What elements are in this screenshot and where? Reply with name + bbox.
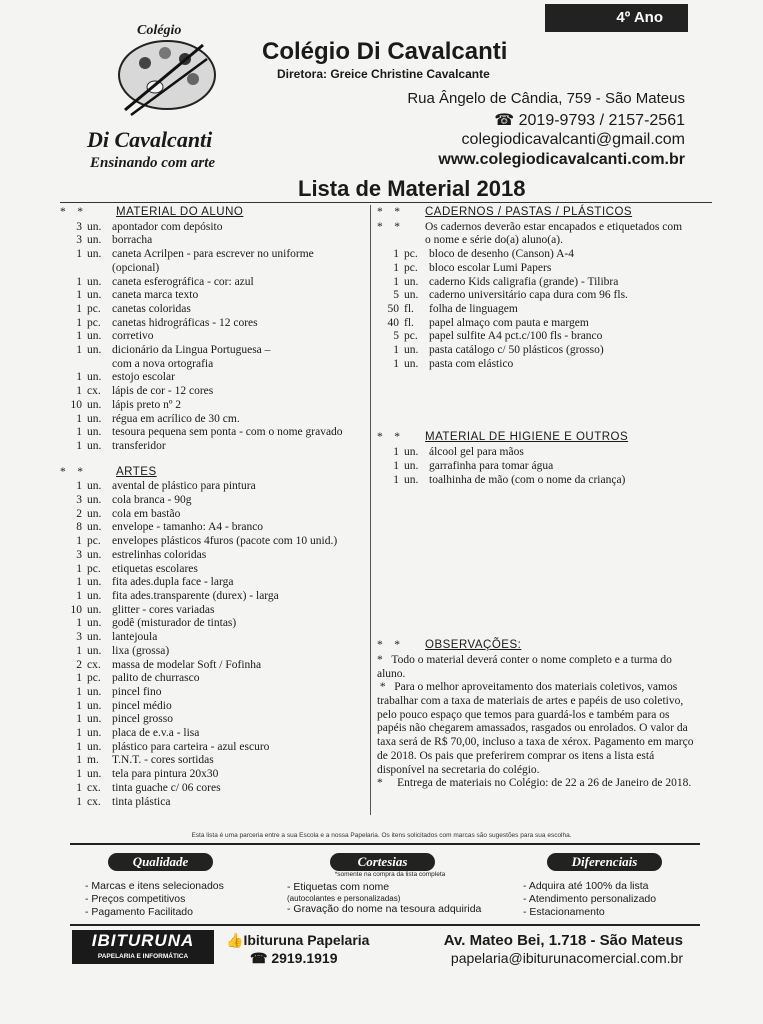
item-unit: un. (87, 603, 102, 616)
section-observacoes (377, 639, 695, 653)
item-desc: toalhinha de mão (com o nome da criança) (429, 473, 626, 486)
star-marker: * * (60, 465, 83, 478)
item-qty: 1 (76, 768, 82, 781)
item-qty: 1 (393, 261, 399, 274)
star-marker: * * (377, 206, 400, 218)
diferenciais-list (523, 880, 656, 919)
item-qty: 3 (76, 220, 82, 233)
store-email[interactable]: papelaria@ibiturunacomercial.com.br (450, 950, 683, 966)
item-desc: caneta Acrilpen - para escrever no uniforme (112, 248, 314, 261)
item-desc: canetas hidrográficas - 12 cores (112, 316, 258, 329)
list-item (60, 426, 365, 440)
item-unit: un. (87, 398, 102, 411)
item-qty: 10 (70, 398, 82, 411)
phone-icon: ☎ (494, 112, 519, 129)
list-item (60, 576, 365, 590)
grade-badge: 4º Ano (545, 4, 688, 32)
partner-note: Esta lista é uma parceria entre a sua Escola e a nossa Papelaria. Os itens solicitados com marcas são sugestões para sua escolha. (191, 832, 572, 839)
list-item (60, 317, 365, 331)
item-unit: un. (87, 644, 102, 657)
item-unit: un. (87, 576, 102, 589)
cadernos-list (377, 248, 695, 371)
item-unit: un. (87, 289, 102, 302)
store-phone-text: 2919.1919 (271, 950, 338, 966)
item-unit: un. (87, 727, 102, 740)
item-unit: fl. (404, 316, 414, 329)
item-desc: lixa (grossa) (112, 644, 170, 657)
list-item (60, 480, 365, 494)
item-desc: fita ades.dupla face - larga (112, 576, 234, 589)
higiene-list (377, 446, 695, 487)
list-item (60, 645, 365, 659)
item-unit: un. (87, 507, 102, 520)
star-marker: * * (377, 639, 400, 652)
logo-name: Di Cavalcanti (87, 127, 213, 152)
cortesias-sub: *somente na compra da lista completa (334, 871, 446, 878)
item-desc: transferidor (112, 439, 166, 452)
item-desc: cola em bastão (112, 507, 181, 520)
item-desc: lantejoula (112, 631, 158, 644)
item-unit: un. (404, 459, 419, 472)
list-item (60, 796, 365, 810)
item-qty: 1 (393, 248, 399, 261)
star-marker: * * (377, 220, 400, 233)
list-item (60, 371, 365, 385)
item-desc: avental de plástico para pintura (112, 480, 256, 493)
item-desc: pasta com elástico (429, 357, 514, 370)
item-unit: pc. (404, 261, 418, 274)
list-item (60, 617, 365, 631)
right-column (377, 206, 695, 791)
item-qty: 3 (76, 631, 82, 644)
item-qty: 40 (387, 316, 399, 329)
list-item (377, 330, 695, 344)
item-qty: 1 (76, 289, 82, 302)
logo-slogan: Ensinando com arte (90, 155, 216, 171)
item-desc: etiquetas escolares (112, 562, 198, 575)
item-desc: tela para pintura 20x30 (112, 768, 219, 781)
list-item (377, 358, 695, 372)
list-item (60, 563, 365, 577)
list-item (377, 317, 695, 331)
store-phone (250, 950, 338, 967)
list-item (377, 262, 695, 276)
list-item (60, 659, 365, 673)
item-qty: 3 (76, 494, 82, 507)
list-item: (autocolantes e personalizadas) (287, 894, 401, 903)
item-desc: tinta plástica (112, 795, 171, 808)
item-unit: un. (404, 473, 419, 486)
item-unit: un. (87, 548, 102, 561)
section-title: CADERNOS / PASTAS / PLÁSTICOS (425, 206, 633, 218)
list-item: - Adquira até 100% da lista (523, 880, 649, 892)
item-qty: 1 (76, 685, 82, 698)
item-qty: 1 (76, 781, 82, 794)
cortesias-list (287, 881, 481, 916)
item-qty: 1 (76, 371, 82, 384)
item-desc: papel sulfite A4 pct.c/100 fls - branco (429, 330, 603, 343)
item-unit (82, 262, 112, 276)
list-item: - Gravação do nome na tesoura adquirida (287, 903, 482, 915)
list-item: - Pagamento Facilitado (85, 906, 193, 918)
list-item (60, 700, 365, 714)
item-desc: dicionário da Lingua Portuguesa – (112, 344, 271, 357)
cortesias-title: Cortesias (330, 853, 435, 871)
item-qty: 50 (387, 302, 399, 315)
qualidade-list (85, 880, 224, 919)
facebook-text: Ibituruna Papelaria (243, 932, 370, 948)
item-unit: un. (87, 248, 102, 261)
item-unit: un. (87, 426, 102, 439)
item-unit: un. (87, 521, 102, 534)
facebook[interactable] (226, 932, 369, 949)
item-unit: un. (87, 494, 102, 507)
item-desc: envelopes plásticos 4furos (pacote com 10 unid.) (112, 535, 338, 548)
item-desc: corretivo (112, 330, 154, 343)
item-unit: un. (404, 275, 419, 288)
item-unit: pc. (87, 302, 101, 315)
item-unit: un. (87, 589, 102, 602)
list-item: - Etiquetas com nome (287, 881, 390, 893)
section-title: OBSERVAÇÕES: (425, 639, 522, 652)
item-unit: un. (404, 344, 419, 357)
item-desc: tesoura pequena sem ponta - com o nome gravado (112, 426, 343, 439)
item-qty: 1 (393, 446, 399, 459)
obs-1: * Todo o material deverá conter o nome completo e a turma do aluno. (377, 653, 672, 680)
list-item (60, 234, 365, 248)
item-unit: un. (87, 617, 102, 630)
phone (494, 110, 685, 130)
item-unit: un. (87, 344, 102, 357)
item-qty: 1 (76, 535, 82, 548)
star-marker: * * (377, 431, 400, 444)
item-desc: caderno universitário capa dura com 96 fls. (429, 289, 628, 302)
item-qty: 1 (76, 740, 82, 753)
item-desc: pincel grosso (112, 713, 174, 726)
item-qty: 3 (76, 234, 82, 247)
item-qty: 1 (76, 275, 82, 288)
item-unit: un. (87, 699, 102, 712)
phone-text: 2019-9793 / 2157-2561 (518, 112, 685, 129)
item-qty: 1 (76, 562, 82, 575)
item-qty: 1 (76, 302, 82, 315)
list-item (60, 289, 365, 303)
item-desc: garrafinha para tomar água (429, 459, 554, 472)
item-desc: lápis de cor - 12 cores (112, 385, 214, 398)
item-qty: 1 (76, 576, 82, 589)
section-material-aluno (60, 206, 365, 220)
obs-2: * Para o melhor aproveitamento dos materiais coletivos, vamos trabalhar com a taxa de materiais de artes e papéis de uso coletivo, pelo pouco espaço que temos para guardá-los e também para os papéis não chegarem amassados, rasgados ou enrolados. O valor da taxa será de R$ 70,00, incluso a taxa de xérox. Pagamento em março de 2018. Os pais que preferirem comprar os itens a lista está disponível na secretaria do colégio. (377, 681, 694, 776)
list-item: - Estacionamento (523, 906, 605, 918)
list-item (60, 549, 365, 563)
item-unit: pc. (87, 316, 101, 329)
item-desc: pincel médio (112, 699, 172, 712)
list-item (377, 289, 695, 303)
item-unit: un. (404, 289, 419, 302)
item-unit: pc. (87, 672, 101, 685)
item-desc: pincel fino (112, 685, 162, 698)
item-unit: cx. (87, 795, 101, 808)
item-unit: pc. (404, 330, 418, 343)
item-unit: un. (87, 275, 102, 288)
website[interactable]: www.colegiodicavalcanti.com.br (438, 151, 685, 168)
section-title: MATERIAL DO ALUNO (116, 206, 244, 218)
item-qty: 1 (76, 589, 82, 602)
item-desc: envelope - tamanho: A4 - branco (112, 521, 264, 534)
item-unit: un. (87, 330, 102, 343)
item-unit: cx. (87, 781, 101, 794)
item-desc: folha de linguagem (429, 302, 518, 315)
ibituruna-logo (72, 930, 214, 964)
header-divider (60, 202, 712, 203)
item-unit: un. (87, 740, 102, 753)
list-item (377, 460, 695, 474)
item-unit: un. (87, 412, 102, 425)
list-item: - Atendimento personalizado (523, 893, 657, 905)
list-item (60, 494, 365, 508)
list-item (377, 446, 695, 460)
section-title: ARTES (116, 465, 157, 478)
item-desc: tinta guache c/ 06 cores (112, 781, 221, 794)
item-qty: 1 (76, 344, 82, 357)
item-desc: (opcional) (112, 261, 160, 274)
item-desc: godê (misturador de tintas) (112, 617, 237, 630)
page-title: Lista de Material 2018 (298, 176, 526, 201)
thumbs-up-icon: 👍 (226, 932, 244, 948)
qualidade-title: Qualidade (108, 853, 213, 871)
item-desc: palito de churrasco (112, 672, 200, 685)
item-unit: un. (404, 357, 419, 370)
item-qty: 1 (76, 412, 82, 425)
item-unit: un. (87, 768, 102, 781)
brand-name: IBITURUNA (91, 931, 195, 950)
section-title: MATERIAL DE HIGIENE E OUTROS (425, 431, 629, 444)
item-qty: 1 (76, 754, 82, 767)
item-unit: pc. (404, 248, 418, 261)
item-desc: estojo escolar (112, 371, 175, 384)
column-divider (370, 205, 371, 815)
list-item (60, 741, 365, 755)
item-unit: fl. (404, 302, 414, 315)
address: Rua Ângelo de Cândia, 759 - São Mateus (407, 90, 685, 107)
item-desc: álcool gel para mãos (429, 446, 524, 459)
item-desc: pasta catálogo c/ 50 plásticos (grosso) (429, 344, 604, 357)
list-item (60, 631, 365, 645)
item-qty: 5 (393, 330, 399, 343)
item-desc: caneta marca texto (112, 289, 199, 302)
item-unit: cx. (87, 658, 101, 671)
list-item (60, 754, 365, 768)
item-qty: 2 (76, 507, 82, 520)
item-qty: 1 (76, 426, 82, 439)
item-desc: canetas coloridas (112, 302, 191, 315)
item-unit: m. (87, 754, 99, 767)
list-item (60, 686, 365, 700)
section-higiene (377, 431, 695, 445)
item-qty: 3 (76, 548, 82, 561)
item-desc: fita ades.transparente (durex) - larga (112, 589, 279, 602)
item-desc: bloco escolar Lumi Papers (429, 261, 552, 274)
obs-3: * Entrega de materiais no Colégio: de 22 a 26 de Janeiro de 2018. (377, 777, 692, 790)
list-item (60, 303, 365, 317)
left-column (60, 206, 365, 809)
star-marker: * * (60, 206, 83, 218)
phone-icon: ☎ (250, 950, 272, 966)
list-item (377, 474, 695, 488)
item-qty: 1 (393, 357, 399, 370)
list-item (60, 508, 365, 522)
item-qty: 1 (76, 385, 82, 398)
email[interactable]: colegiodicavalcanti@gmail.com (461, 131, 685, 148)
school-logo (85, 15, 250, 180)
brand-sub: PAPELARIA E INFORMÁTICA (97, 953, 189, 960)
list-item (60, 521, 365, 535)
note-text: Os cadernos deverão estar encapados e etiquetados com o nome e série do(a) aluno(a). (425, 220, 683, 247)
item-unit: un. (87, 439, 102, 452)
item-desc: glitter - cores variadas (112, 603, 215, 616)
item-unit: un. (87, 220, 102, 233)
item-qty: 1 (76, 617, 82, 630)
list-item (60, 440, 365, 454)
item-qty: 1 (76, 248, 82, 261)
item-desc: bloco de desenho (Canson) A-4 (429, 248, 574, 261)
school-name: Colégio Di Cavalcanti (262, 38, 508, 65)
item-unit: pc. (87, 562, 101, 575)
list-item (60, 385, 365, 399)
item-unit: un. (87, 631, 102, 644)
item-qty (60, 358, 82, 372)
item-qty: 1 (76, 480, 82, 493)
list-item (60, 399, 365, 413)
list-item (60, 672, 365, 686)
section-cadernos (377, 206, 695, 220)
list-item (60, 330, 365, 344)
diferenciais-title: Diferenciais (547, 853, 662, 871)
list-item (60, 727, 365, 741)
item-qty: 1 (393, 459, 399, 472)
item-qty: 8 (76, 521, 82, 534)
item-desc: estrelinhas coloridas (112, 548, 207, 561)
item-qty (60, 262, 82, 276)
item-desc: cola branca - 90g (112, 494, 192, 507)
list-item: - Preços competitivos (85, 893, 186, 905)
list-item (377, 248, 695, 262)
item-desc: T.N.T. - cores sortidas (112, 754, 214, 767)
director: Diretora: Greice Christine Cavalcante (277, 67, 490, 81)
section-artes (60, 466, 365, 480)
item-unit: un. (87, 685, 102, 698)
list-item (60, 358, 365, 372)
item-unit: un. (404, 446, 419, 459)
item-unit (82, 358, 112, 372)
item-desc: placa de e.v.a - lisa (112, 727, 200, 740)
logo-top: Colégio (137, 23, 182, 38)
item-unit: pc. (87, 535, 101, 548)
list-item (377, 344, 695, 358)
footer-rule-bottom (70, 924, 700, 926)
list-item (60, 262, 365, 276)
list-item (377, 303, 695, 317)
list-item (60, 221, 365, 235)
artes-list (60, 480, 365, 809)
item-unit: un. (87, 480, 102, 493)
list-item (60, 713, 365, 727)
list-item (60, 604, 365, 618)
item-qty: 1 (76, 330, 82, 343)
item-qty: 1 (393, 473, 399, 486)
item-unit: un. (87, 371, 102, 384)
list-item (60, 248, 365, 262)
item-unit: cx. (87, 385, 101, 398)
list-item (60, 768, 365, 782)
item-qty: 1 (76, 439, 82, 452)
list-item (60, 413, 365, 427)
item-desc: papel almaço com pauta e margem (429, 316, 589, 329)
list-item (377, 276, 695, 290)
list-item (60, 276, 365, 290)
item-desc: lápis preto nº 2 (112, 398, 182, 411)
list-item: - Marcas e itens selecionados (85, 880, 224, 892)
item-qty: 10 (70, 603, 82, 616)
item-unit: un. (87, 234, 102, 247)
item-desc: com a nova ortografia (112, 357, 214, 370)
item-desc: massa de modelar Soft / Fofinha (112, 658, 262, 671)
item-qty: 1 (393, 275, 399, 288)
list-item (60, 535, 365, 549)
item-desc: caneta esferográfica - cor: azul (112, 275, 254, 288)
item-desc: apontador com depósito (112, 220, 223, 233)
item-desc: plástico para carteira - azul escuro (112, 740, 270, 753)
material-list (60, 221, 365, 454)
list-item (60, 782, 365, 796)
item-qty: 1 (76, 727, 82, 740)
item-qty: 1 (76, 713, 82, 726)
item-qty: 1 (393, 344, 399, 357)
item-desc: borracha (112, 234, 153, 247)
cadernos-note (377, 221, 695, 248)
item-qty: 1 (76, 795, 82, 808)
item-qty: 1 (76, 316, 82, 329)
item-desc: régua em acrílico de 30 cm. (112, 412, 240, 425)
list-item (60, 590, 365, 604)
footer-rule-top (70, 843, 700, 845)
item-unit: un. (87, 713, 102, 726)
item-qty: 1 (76, 644, 82, 657)
item-qty: 1 (76, 672, 82, 685)
store-address: Av. Mateo Bei, 1.718 - São Mateus (443, 932, 683, 949)
item-qty: 5 (393, 289, 399, 302)
item-qty: 1 (76, 699, 82, 712)
list-item (60, 344, 365, 358)
item-qty: 2 (76, 658, 82, 671)
item-desc: caderno Kids caligrafia (grande) - Tilibra (429, 275, 619, 288)
